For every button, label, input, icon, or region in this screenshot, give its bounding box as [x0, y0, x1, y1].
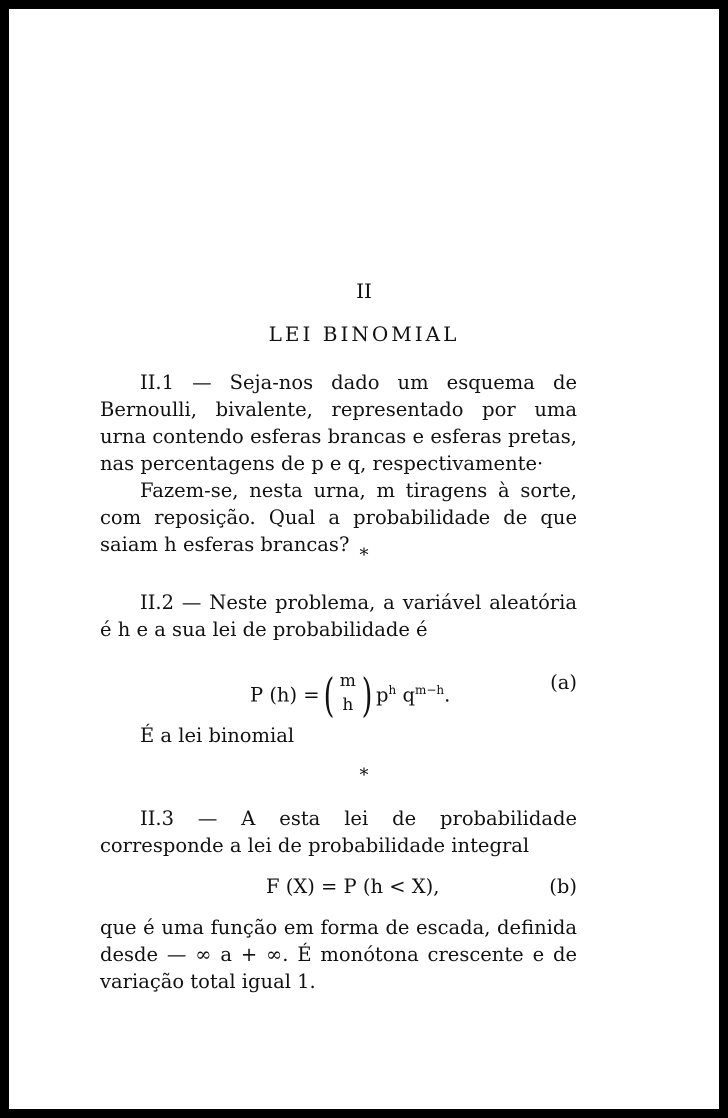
section-2-paragraph-1: II.2 — Neste problema, a variável aleatória é h e a sua lei de probabilidade é [100, 591, 577, 641]
separator-star-1: * [359, 545, 369, 566]
left-parenthesis: ( [323, 668, 335, 722]
separator-star-2: * [359, 765, 369, 786]
equation-a-exp-mh: m−h [414, 683, 445, 697]
right-parenthesis: ) [361, 668, 373, 722]
equation-a-body [250, 668, 451, 722]
chapter-title: LEI BINOMIAL [268, 322, 460, 346]
equation-a-q: q [402, 683, 415, 707]
section-1-paragraph-1: II.1 — Seja-nos dado um esquema de Bernoulli, bivalente, representado por uma urna contendo esferas brancas e esferas pretas, nas percentagens de p e q, respectivamente· [100, 371, 577, 475]
equation-a-label: (a) [550, 671, 577, 694]
section-3-paragraph-1: II.3 — A esta lei de probabilidade corresponde a lei de probabilidade integral [100, 807, 577, 857]
equation-b [100, 875, 577, 905]
equation-b-body: F (X) = P (h < X), [266, 875, 440, 898]
equation-a [100, 659, 577, 722]
equation-a-p: p [376, 683, 389, 707]
section-2-paragraph-2: É a lei binomial [140, 724, 295, 747]
binom-top: m [339, 671, 356, 691]
section-2-end [100, 722, 577, 749]
equation-b-label: (b) [549, 875, 577, 898]
section-1 [100, 369, 577, 558]
section-3-end [100, 914, 577, 995]
book-page [7, 7, 721, 1111]
binomial-coefficient [323, 668, 373, 722]
chapter-number: II [356, 279, 372, 303]
equation-a-exp-h: h [388, 683, 397, 697]
equation-a-lhs: P (h) = [250, 683, 320, 707]
section-3 [100, 805, 577, 859]
section-3-paragraph-2: que é uma função em forma de escada, definida desde — ∞ a + ∞. É monótona crescente e de variação total igual 1. [100, 916, 577, 993]
equation-a-end: . [444, 683, 451, 707]
section-1-paragraph-2: Fazem-se, nesta urna, m tiragens à sorte, com reposição. Qual a probabilidade de que saiam h esferas brancas? [100, 479, 577, 556]
binom-bottom: h [342, 695, 354, 715]
section-2 [100, 589, 577, 643]
